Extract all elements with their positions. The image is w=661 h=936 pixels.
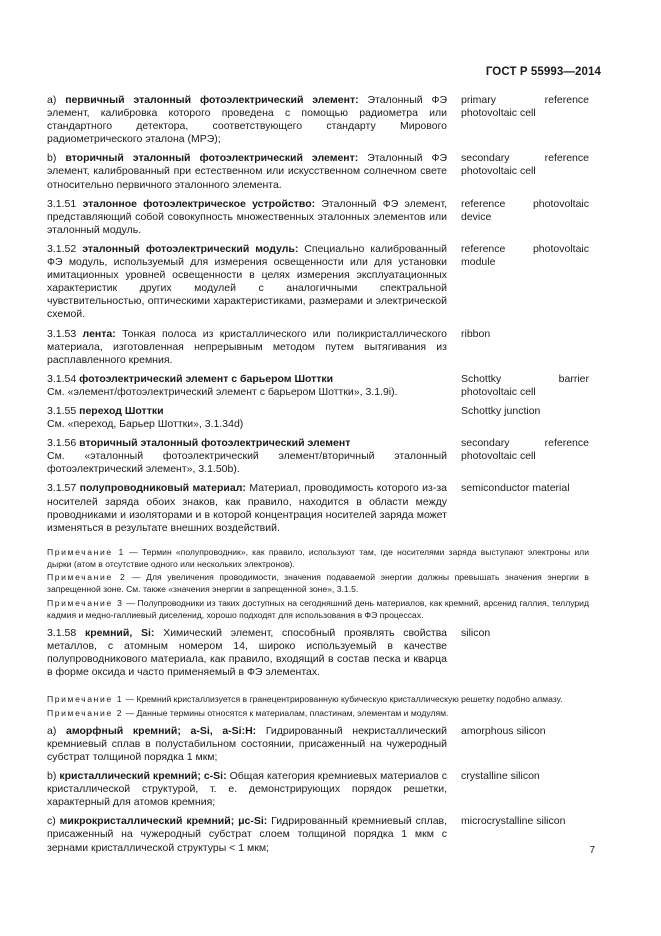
term-definition-ru: [47, 437, 447, 476]
term-english: Schottky junction: [461, 404, 541, 417]
entry-number: 3.1.56: [47, 437, 77, 450]
term-english: silicon: [461, 627, 491, 640]
note: [47, 597, 589, 621]
entry-number: b): [47, 770, 57, 783]
term-name: полупроводниковый материал:: [79, 482, 246, 495]
term-entry: [47, 437, 589, 476]
entry-number: 3.1.52: [47, 242, 77, 255]
term-entry: [47, 198, 589, 237]
term-entry: [47, 243, 589, 322]
term-definition: Тонкая полоса из кристаллического или поликристаллического материала, изготовленная непрерывным методом путем вытягивания из расплавленного кремния.: [47, 327, 448, 366]
term-definition-ru: [47, 815, 447, 854]
term-english: reference photovoltaic module: [461, 242, 589, 269]
term-english: primary reference photovoltaic cell: [461, 94, 589, 120]
entry-number: 3.1.57: [47, 482, 77, 495]
term-entry: [47, 373, 589, 399]
term-definition-ru: [47, 627, 447, 679]
term-name: фотоэлектрический элемент с барьером Шоттки: [79, 372, 334, 385]
term-definition: Гидрированный некристаллический кремниевый сплав в полустабильном состоянии, присаженный на чужеродный субстрат толщиной порядка 1 мкм;: [47, 724, 447, 763]
entry-number: а): [47, 724, 57, 737]
note-label: Примечание 2: [47, 572, 127, 583]
page-number: 7: [589, 845, 595, 856]
entry-number: 3.1.51: [47, 197, 77, 210]
entry-number: а): [47, 94, 57, 106]
term-english: amorphous silicon: [461, 724, 546, 737]
note-text: — Для увеличения проводимости, значения подаваемой энергии должны превышать значения энергии в запрещенной зоне. См. также «значения энергии в запрещенной зоне», 3.1.5.: [47, 572, 589, 595]
term-definition: Гидрированный кремниевый сплав, присаженный на чужеродный субстрат слоем толщиной порядка 1 мкм с зернами кристаллической структуры < 1 мкм;: [47, 815, 448, 854]
term-definition: Материал, проводимость которого из-за носителей заряда обоих знаков, как правило, находится в области между проводниками и изоляторами и в которой концентрация носителей заряда может изменяться в результате внешних воздействий.: [47, 482, 448, 534]
term-definition-ru: [47, 152, 447, 191]
entry-number: 3.1.54: [47, 372, 77, 385]
term-english: semiconductor material: [461, 482, 570, 495]
term-definition: См. «переход, Барьер Шоттки», 3.1.34d): [47, 418, 244, 431]
term-definition: Специально калиброванный ФЭ модуль, используемый для измерения освещенности или для установки имитационных уровней освещенности в целях измерения эксплуатационных характеристик других модулей с аналогичными спектральной чувствительностью, оптическими характеристиками, размерами и электрической схемой.: [47, 242, 447, 321]
term-definition-ru: [47, 373, 447, 399]
term-name: эталонный фотоэлектрический модуль:: [82, 242, 299, 255]
term-definition-ru: [47, 725, 447, 764]
term-entry: [47, 482, 589, 534]
term-definition: См. «эталонный фотоэлектрический элемент/вторичный эталонный фотоэлектрический элемент», 3.1.50b).: [47, 450, 447, 476]
term-name: кремний, Si:: [84, 627, 155, 640]
term-entry: [47, 94, 589, 146]
term-name: аморфный кремний; a-Si, a-Si:H:: [66, 724, 257, 737]
term-definition: Химический элемент, способный проявлять свойства металлов, с атомным номером 14, широко используемый в качестве полупроводникового материала, как правило, входящий в состав песка и кварца в форме оксида и часто применяемый в ФЭ элементах.: [47, 627, 447, 679]
term-entry: [47, 770, 589, 809]
entry-number: 3.1.55: [47, 404, 77, 417]
term-definition: Эталонный ФЭ элемент, калибровка которого проведена с помощью радиометра или стандартного детектора, соответствующего стандарту Мирового радиометрического эталона (МРЭ);: [47, 94, 448, 146]
note: [47, 707, 589, 719]
term-name: кристаллический кремний; c-Si:: [59, 770, 227, 783]
term-name: эталонное фотоэлектрическое устройство:: [82, 197, 316, 210]
note-text: — Термин «полупроводник», как правило, используют там, где носителями заряда выступают электроны или дырки (атом в отсутствие одного или нескольких электронов).: [47, 546, 589, 570]
note-label: Примечание 3: [47, 597, 124, 608]
term-name: микрокристаллический кремний; μc-Si:: [59, 815, 268, 828]
term-english: secondary reference photovoltaic cell: [461, 437, 589, 463]
term-english: microcrystalline silicon: [461, 815, 566, 828]
term-definition-ru: [47, 405, 447, 431]
note: [47, 571, 589, 595]
entry-number: 3.1.53: [47, 327, 77, 340]
term-english: secondary reference photovoltaic cell: [461, 152, 589, 178]
term-entry: [47, 725, 589, 764]
entry-number: b): [47, 152, 57, 165]
note-text: — Кремний кристаллизуется в гранецентрированную кубическую кристаллическую решетку подобно алмазу.: [123, 694, 563, 705]
term-name: лента:: [82, 327, 116, 340]
term-entry: [47, 815, 589, 854]
term-definition-ru: [47, 94, 447, 146]
term-definition-ru: [47, 198, 447, 237]
term-entry: [47, 152, 589, 191]
term-name: вторичный эталонный фотоэлектрический элемент: [79, 437, 351, 450]
term-definition-ru: [47, 770, 447, 809]
term-definition: Общая категория кремниевых материалов с кристаллической структурой, т. е. демонстрирующих порядок решетки, характерный для атомов кремния;: [47, 770, 448, 809]
term-english: reference photovoltaic device: [461, 197, 589, 223]
entry-number: с): [47, 815, 56, 828]
note-text: — Данные термины относятся к материалам, пластинам, элементам и модулям.: [123, 707, 449, 718]
note-text: — Полупроводники из таких доступных на сегодняшний день материалов, как кремний, арсенид галлия, теллурид кадмия и медно-галлиевый диселенид, хорошо подходят для использования в ФЭ процессах.: [47, 597, 589, 620]
term-english: ribbon: [461, 327, 491, 340]
standard-header: ГОСТ Р 55993—2014: [485, 66, 601, 78]
note-label: Примечание 1: [47, 546, 125, 557]
term-definition-ru: [47, 482, 447, 534]
term-entry: [47, 328, 589, 367]
term-english: Schottky barrier photovoltaic cell: [461, 372, 589, 398]
term-definition: См. «элемент/фотоэлектрический элемент с барьером Шоттки», 3.1.9i).: [47, 385, 398, 398]
term-definition-ru: [47, 328, 447, 367]
term-entry: [47, 405, 589, 431]
note: [47, 693, 589, 705]
term-name: первичный эталонный фотоэлектрический элемент:: [65, 94, 359, 106]
page-body: [47, 94, 589, 861]
term-name: вторичный эталонный фотоэлектрический элемент:: [65, 152, 359, 165]
entry-number: 3.1.58: [47, 627, 77, 640]
term-name: переход Шоттки: [79, 404, 164, 417]
term-entry: [47, 627, 589, 679]
note: [47, 546, 589, 570]
term-english: crystalline silicon: [461, 770, 540, 783]
note-label: Примечание 1: [47, 694, 124, 705]
term-definition: Эталонный ФЭ элемент, представляющий собой совокупность множественных эталонных элементов или эталонный модуль.: [47, 197, 448, 236]
term-definition: Эталонный ФЭ элемент, калиброванный при естественном или искусственном солнечном свете относительно первичного эталонного элемента.: [47, 152, 447, 191]
note-label: Примечание 2: [47, 707, 124, 718]
term-definition-ru: [47, 243, 447, 322]
